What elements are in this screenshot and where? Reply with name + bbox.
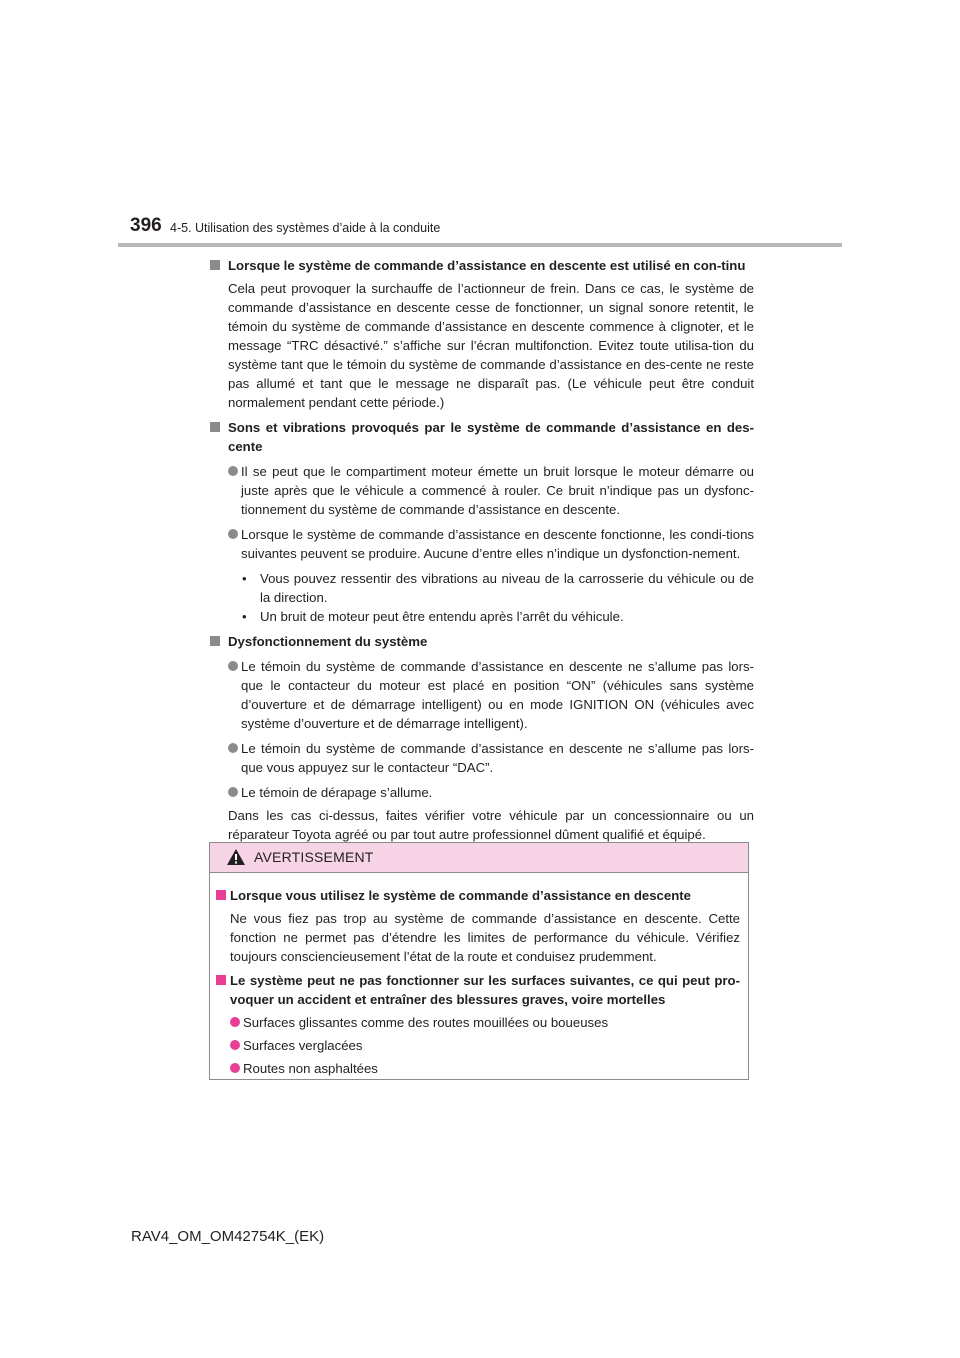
section-heading-text: Dysfonctionnement du système [228, 634, 428, 649]
warning-heading [216, 886, 740, 905]
sub-list-item-text: Un bruit de moteur peut être entendu après l’arrêt du véhicule. [260, 609, 624, 624]
small-bullet-icon: • [242, 571, 247, 586]
warning-list-item-text: Surfaces verglacées [243, 1038, 363, 1053]
list-item-text: Il se peut que le compartiment moteur émette un bruit lorsque le moteur démarre ou juste après que le véhicule a commencé à rouler. Ce bruit n’indique pas un dysfonc-tionnement du système de commande d’assistance en descente. [241, 464, 754, 517]
warning-list-item [230, 1013, 740, 1032]
page-number: 396 [130, 215, 162, 236]
sub-list-item [241, 607, 754, 626]
list-item-text: Le témoin du système de commande d’assistance en descente ne s’allume pas lors-que le contacteur du moteur est placé en position “ON” (véhicules sans système d’ouverture et de démarrage intelligent) ou en mode IGNITION ON (véhicules avec système d’ouverture et de démarrage intelligent). [241, 659, 754, 731]
round-bullet-icon [230, 1017, 240, 1027]
sub-list-item [241, 569, 754, 607]
list-item [228, 462, 754, 519]
list-item-text: Le témoin de dérapage s’allume. [241, 785, 433, 800]
warning-box [209, 842, 749, 1080]
list-item-text: Lorsque le système de commande d’assistance en descente fonctionne, les condi-tions suivantes peuvent se produire. Aucune d’entre elles n’indique un dysfonction-nement. [241, 527, 754, 561]
warning-title: AVERTISSEMENT [254, 849, 374, 865]
section-heading [209, 418, 754, 456]
section-heading [209, 632, 754, 651]
round-bullet-icon [228, 787, 238, 797]
round-bullet-icon [228, 661, 238, 671]
warning-list-item-text: Routes non asphaltées [243, 1061, 378, 1076]
paragraph: Cela peut provoquer la surchauffe de l’actionneur de frein. Dans ce cas, le système de commande d’assistance en descente cesse de fonctionner, un signal sonore retentit, le témoin du système de commande d’assistance en descente commence à clignoter, et le message “TRC désactivé.” s’affiche sur l’écran multifonction. Evitez toute utilisa-tion du système tant que le témoin du système de commande d’assistance en des-cente ne reste pas allumé et tant que le message ne disparaît pas. (Le véhicule peut être conduit normalement pendant cette période.) [228, 281, 754, 410]
warning-header [210, 843, 748, 873]
warning-heading-text: Lorsque vous utilisez le système de commande d’assistance en descente [230, 888, 692, 903]
warning-heading-text: Le système peut ne pas fonctionner sur les surfaces suivantes, ce qui peut pro-voquer un accident et entraîner des blessures graves, voire mortelles [230, 973, 740, 1007]
round-bullet-icon [228, 466, 238, 476]
list-item [228, 525, 754, 563]
warning-heading [216, 971, 740, 1009]
warning-list-item-text: Surfaces glissantes comme des routes mouillées ou boueuses [243, 1015, 609, 1030]
list-item [228, 783, 754, 802]
list-item [228, 739, 754, 777]
sub-list-item-text: Vous pouvez ressentir des vibrations au niveau de la carrosserie du véhicule ou de la direction. [260, 571, 754, 605]
list-item-text: Le témoin du système de commande d’assistance en descente ne s’allume pas lors-que vous appuyez sur le contacteur “DAC”. [241, 741, 754, 775]
square-bullet-icon [210, 260, 220, 270]
round-bullet-icon [230, 1040, 240, 1050]
paragraph: Dans les cas ci-dessus, faites vérifier votre véhicule par un concessionnaire ou un réparateur Toyota agréé ou par tout autre professionnel dûment qualifié et équipé. [228, 808, 754, 842]
warning-body [210, 873, 748, 1078]
section-heading [209, 256, 754, 275]
small-bullet-icon: • [242, 609, 247, 624]
warning-triangle-icon [226, 848, 246, 866]
warning-paragraph: Ne vous fiez pas trop au système de commande d’assistance en descente. Cette fonction ne permet pas d’étendre les limites de performance du véhicule. Vérifiez toujours consciencieusement l’état de la route et conduisez prudemment. [230, 911, 740, 964]
document-code: RAV4_OM_OM42754K_(EK) [131, 1228, 325, 1245]
header-rule [118, 243, 842, 247]
round-bullet-icon [228, 743, 238, 753]
list-item [228, 657, 754, 733]
chapter-title: 4-5. Utilisation des systèmes d’aide à la conduite [170, 221, 441, 235]
sub-list [241, 569, 754, 626]
warning-list-item [230, 1059, 740, 1078]
warning-list-item [230, 1036, 740, 1055]
round-bullet-icon [230, 1063, 240, 1073]
square-bullet-icon [216, 890, 226, 900]
square-bullet-icon [216, 975, 226, 985]
section-heading-text: Sons et vibrations provoqués par le système de commande d’assistance en des-cente [228, 420, 754, 454]
section-heading-text: Lorsque le système de commande d’assistance en descente est utilisé en con-tinu [228, 258, 746, 273]
square-bullet-icon [210, 636, 220, 646]
main-content [209, 256, 754, 844]
square-bullet-icon [210, 422, 220, 432]
round-bullet-icon [228, 529, 238, 539]
